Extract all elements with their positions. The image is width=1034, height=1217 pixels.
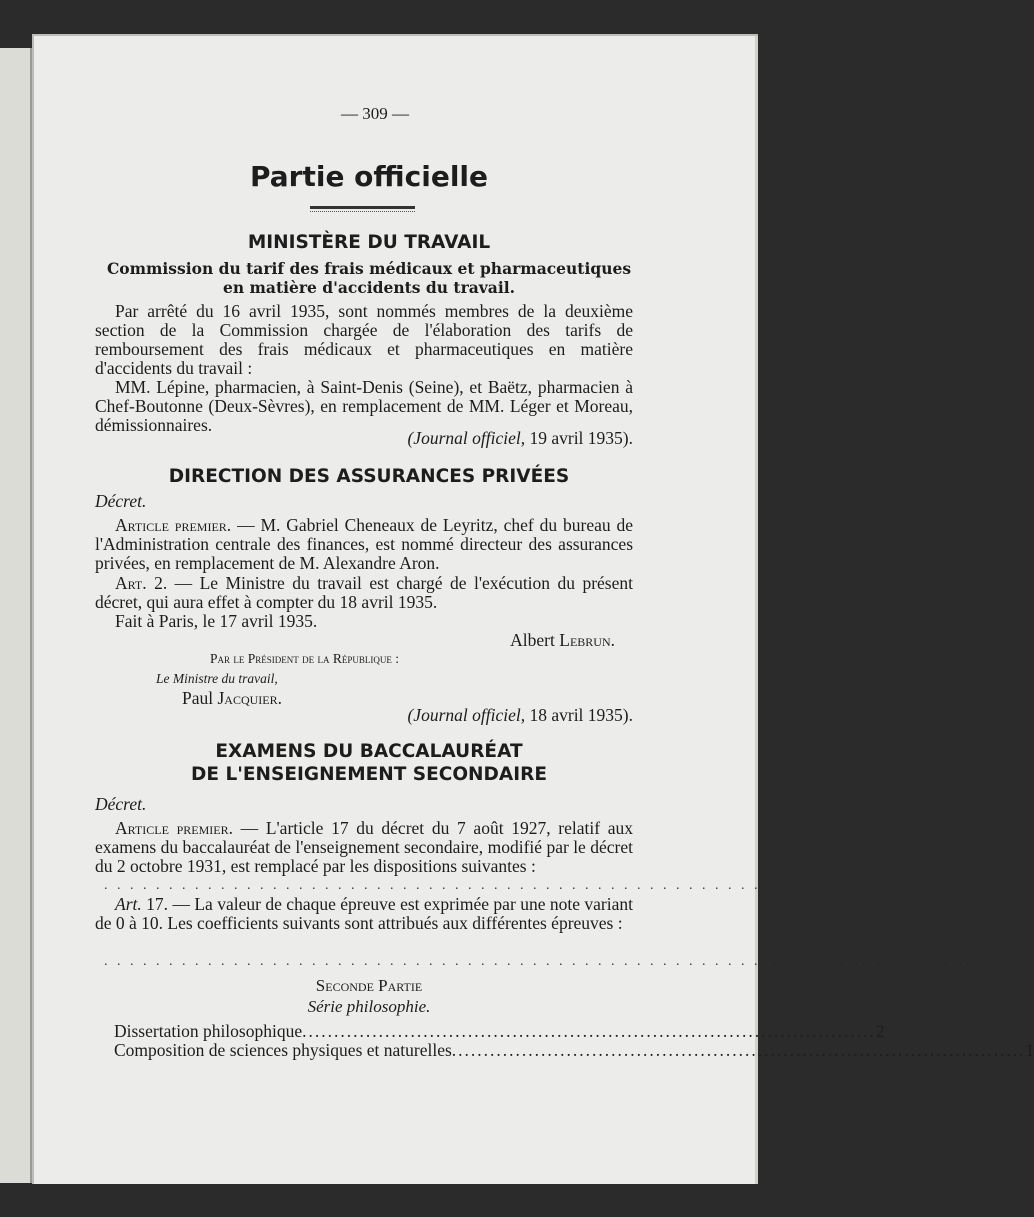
decret-label: Décret. [95,491,147,511]
source-citation-1 [95,429,633,448]
coefficient-row [114,1040,1034,1060]
signature-lebrun: Albert Lebrun. [510,630,615,650]
article-text: — Le Ministre du travail est chargé de l'exécution du présent décret, qui aura effet à compter du 18 avril 1935. [95,573,633,612]
source-citation-2 [95,706,633,725]
section-heading-bac-1: EXAMENS DU BACCALAURÉAT [215,741,523,762]
section-heading-travail: MINISTÈRE DU TRAVAIL [247,232,491,253]
seconde-partie: Seconde Partie [315,976,423,995]
document-page [32,34,1034,1184]
article-17 [95,895,633,933]
article-label: Art. [115,894,142,914]
source-date: 18 avril 1935). [529,705,633,725]
ellipsis-line-1: . . . . . . . . . . . . . . . . . . . . . . . . . . . . . . . . . . . . . . . . . . . . . . . . . . . . . . . . . . . . . . . . . . . [104,878,969,893]
title-rule-dotted [310,211,415,212]
previous-page-edge [0,48,32,1183]
article-premier-3 [95,819,633,876]
source-journal: (Journal officiel, [407,705,526,725]
article-label: Article premier. [115,515,232,535]
source-date: 19 avril 1935). [529,428,633,448]
serie-philosophie: Série philosophie. [307,997,431,1016]
ellipsis-line-2: . . . . . . . . . . . . . . . . . . . . . . . . . . . . . . . . . . . . . . . . . . . . . . . . . . . . . . . . . . . . . . . . . . . [104,954,969,969]
par-le-president: Par le Président de la République : [210,651,400,666]
article-text: — L'article 17 du décret du 7 août 1927, relatif aux examens du baccalauréat de l'enseignement secondaire, modifié par le décret du 2 octobre 1931, est remplacé par les dispositions suivantes : [95,818,633,876]
article-text: 17. — La valeur de chaque épreuve est exprimée par une note variant de 0 à 10. Les coefficients suivants sont attribués aux différentes épreuves : [95,894,633,933]
article-2 [95,574,633,612]
coefficient-value: 1 [1025,1040,1034,1060]
coefficient-value: 2 [875,1021,885,1041]
paragraph-members: MM. Lépine, pharmacien, à Saint-Denis (Seine), et Baëtz, pharmacien à Chef-Boutonne (Deux-Sèvres), en remplacement de MM. Léger et Moreau, démissionnaires. [95,377,633,435]
coefficient-label: Dissertation philosophique [114,1021,303,1041]
section-heading-bac-2: DE L'ENSEIGNEMENT SECONDAIRE [191,764,547,785]
section-heading-assurances: DIRECTION DES ASSURANCES PRIVÉES [168,466,570,487]
article-label: Article premier. [115,818,233,838]
decret-label-2: Décret. [95,794,147,814]
coefficient-row [114,1021,885,1041]
section-subheading-line1: Commission du tarif des frais médicaux et pharmaceutiques [106,259,632,278]
page-number: — 309 — [341,104,409,123]
section-subheading-line2: en matière d'accidents du travail. [222,278,516,297]
article-premier-2 [95,516,633,573]
page-title: Partie officielle [249,160,489,193]
leader-dots: .......................................................................................... [451,1040,1026,1060]
article-text: — M. Gabriel Cheneaux de Leyritz, chef du bureau de l'Administration centrale des finances, est nommé directeur des assurances privées, en remplacement de M. Alexandre Aron. [95,515,634,573]
coefficient-label: Composition de sciences physiques et naturelles [114,1040,452,1060]
source-journal: (Journal officiel, [407,428,526,448]
fait-a-paris: Fait à Paris, le 17 avril 1935. [115,611,318,631]
ministre-du-travail: Le Ministre du travail, [156,671,278,686]
title-rule [310,206,415,209]
article-label: Art. 2. [115,573,168,593]
signature-jacquier: Paul Jacquier. [182,688,283,708]
paragraph-arrete: Par arrêté du 16 avril 1935, sont nommés membres de la deuxième section de la Commission chargée de l'élaboration des tarifs de remboursement des frais médicaux et pharmaceutiques en matière d'accidents du travail : [95,301,633,378]
leader-dots: .......................................................................................... [302,1021,876,1041]
